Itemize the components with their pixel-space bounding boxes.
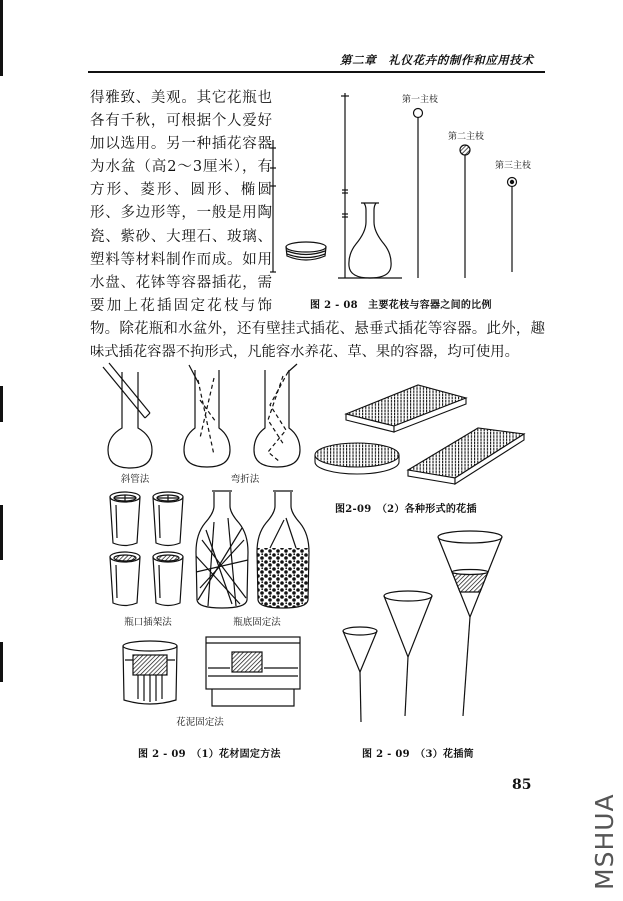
watermark: MSHUA [590,793,619,890]
mouth-frame-label: 瓶口插架法 [124,617,172,628]
branch-3-label: 第三主枝 [494,161,532,171]
text-line: 要加上花插固定花枝与饰 [90,297,272,314]
bottom-fix-vase-pebbles [255,491,311,608]
mouth-frame-cup [153,492,183,546]
branch-2 [460,145,470,278]
water-dish [286,242,326,260]
chapter-header: 第二章 礼仪花卉的制作和应用技术 [340,53,534,67]
figure-2-09-3-caption: 图 2 - 09 （3）花插筒 [362,749,474,760]
text-line: 塑料等材料制作而成。如用 [90,251,272,268]
foam-glass-container [123,641,177,704]
text-line: 加以选用。另一种插花容器 [90,136,272,153]
bend-fold-vase [184,365,230,467]
branch-1-label: 第一主枝 [401,95,439,105]
medium-flower-tube [384,591,432,716]
bottom-fix-label: 瓶底固定法 [233,617,281,628]
mouth-frame-cup [110,552,140,606]
bend-fold-vase [254,364,300,467]
page-number: 85 [512,777,532,793]
large-flower-tube [438,531,502,716]
branch-1 [414,109,423,279]
figure-2-09-1-caption: 图 2 - 09 （1）花材固定方法 [138,749,281,760]
branch-3 [508,178,517,273]
bottom-fix-vase-sticks [196,491,248,608]
text-line: 瓷、紫砂、大理石、玻璃、 [90,228,272,245]
rect-pin-holder [346,385,466,432]
small-flower-tube [343,627,377,722]
branch-2-label: 第二主枝 [447,132,485,142]
slant-tube-vase [103,363,152,468]
text-line: 为水盆（高2～3厘米），有 [90,159,272,176]
slant-tube-label: 斜管法 [120,474,150,485]
text-line: 味式插花容器不拘形式，凡能容水养花、草、果的容器，均可使用。 [90,344,519,361]
text-line: 方形、菱形、圆形、椭圆 [90,182,272,199]
mouth-frame-cup [153,552,183,606]
dish-height-ruler [270,140,276,272]
round-pin-holder [315,443,399,474]
mouth-frame-cup [110,492,140,546]
figure-2-09-2-caption: 图2-09 （2）各种形式的花插 [335,504,477,515]
text-line: 水盘、花钵等容器插花，需 [90,274,272,291]
text-line: 物。除花瓶和水盆外，还有壁挂式插花、悬垂式插花等容器。此外，趣 [90,321,545,337]
foam-fix-label: 花泥固定法 [176,717,224,728]
bend-fold-label: 弯折法 [230,474,260,485]
figure-2-09-2 [315,385,524,484]
text-line: 得雅致、美观。其它花瓶也 [90,90,272,106]
bottle-vase [349,203,391,278]
figure-2-09-3 [343,531,502,722]
foam-trough-container [206,637,300,706]
figure-2-08-caption: 图 2 - 08 主要花枝与容器之间的比例 [310,300,492,311]
square-pin-holder [408,428,524,484]
text-line: 形、多边形等，一般是用陶 [90,205,272,222]
figure-2-09-1 [103,363,311,728]
figure-2-08 [270,93,531,278]
vase-height-ruler [341,93,349,278]
text-line: 各有千秋，可根据个人爱好 [90,113,272,130]
